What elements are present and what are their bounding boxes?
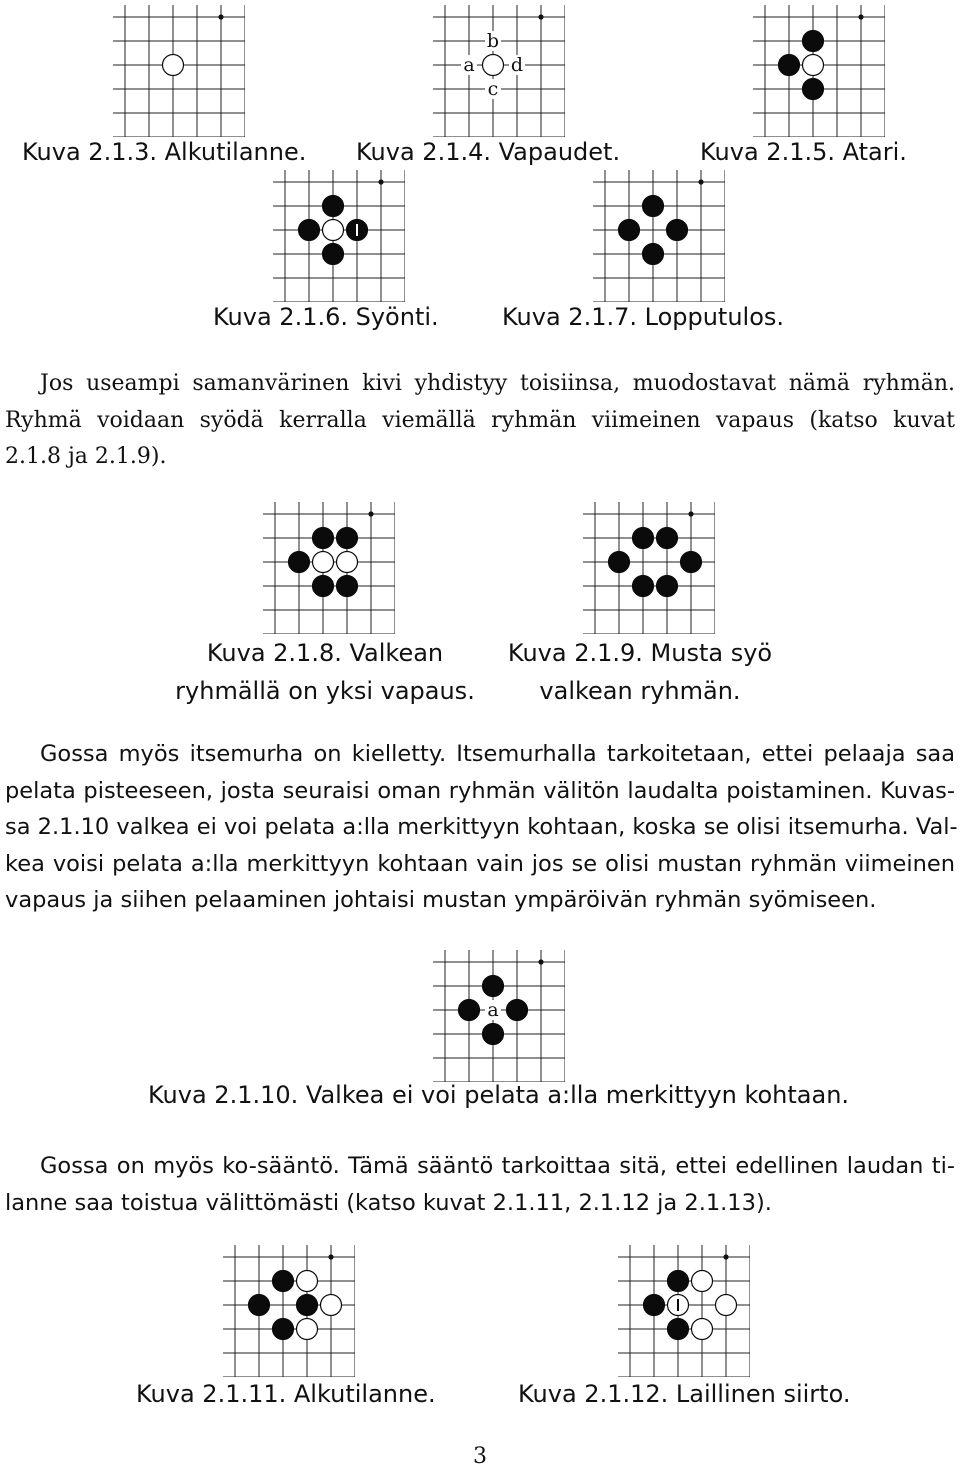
text-line: Gossa myös itsemurha on kielletty. Itsemurhalla tarkoitetaan, ettei pelaaja saa [40,741,955,767]
black-stone [657,528,678,549]
black-stone [273,1271,294,1292]
paragraph-suicide-rule [5,736,958,919]
text-line: pelata pisteeseen, josta seuraisi oman ryhmän välitön laudalta poistaminen. Kuvas- [5,777,955,804]
board-svg [433,5,565,137]
black-stone [337,576,358,597]
go-board-2-1-12 [618,1245,750,1377]
black-stone [643,244,664,265]
black-stone [299,220,320,241]
star-point [368,511,373,516]
black-stone [323,244,344,265]
figure-caption-2-1-7: Kuva 2.1.7. Lopputulos. [502,303,785,331]
black-stone [297,1295,318,1316]
black-stone [657,576,678,597]
black-stone [289,552,310,573]
white-stone [483,55,504,76]
text-line: Jos useampi samanvärinen kivi yhdistyy toisiinsa, muodostavat nämä ryhmän. [40,371,955,396]
text-line: Ryhmä voidaan syödä kerralla viemällä ryhmän viimeinen vapaus (katso kuvat [5,407,955,433]
go-board-2-1-11 [223,1245,355,1377]
black-stone [323,196,344,217]
go-board-2-1-4 [433,5,565,137]
white-stone [321,1295,342,1316]
star-point [858,14,863,19]
text-line: Gossa on myös ko-sääntö. Tämä sääntö tarkoittaa sitä, ettei edellinen laudan ti- [40,1153,955,1179]
white-stone [803,55,824,76]
white-stone [716,1295,737,1316]
board-svg [113,5,245,137]
text-line: 2.1.8 ja 2.1.9). [5,444,167,469]
black-stone [313,576,334,597]
board-svg [593,170,725,302]
star-point [378,179,383,184]
text-line: sa 2.1.10 valkea ei voi pelata a:lla merkittyyn kohtaan, koska se olisi itsemurha. Val- [5,814,958,840]
black-stone [313,528,334,549]
point-label: a [487,999,499,1021]
black-stone [273,1319,294,1340]
text-line: kea voisi pelata a:lla merkittyyn kohtaan vain jos se olisi mustan ryhmän viimeinen [5,850,955,877]
black-stone [644,1295,665,1316]
black-stone [668,1319,689,1340]
go-board-2-1-8 [263,502,395,634]
text-line: lanne saa toistua välittömästi (katso kuvat 2.1.11, 2.1.12 ja 2.1.13). [5,1189,772,1216]
figure-caption-2-1-4: Kuva 2.1.4. Vapaudet. [356,138,621,166]
black-stone [633,528,654,549]
white-stone [297,1271,318,1292]
board-svg [223,1245,355,1377]
figure-caption-2-1-9: Kuva 2.1.9. Musta syö valkean ryhmän. [507,639,773,705]
black-stone [668,1271,689,1292]
board-svg [273,170,405,302]
star-point [698,179,703,184]
black-stone [483,976,504,997]
star-point [218,14,223,19]
white-stone [692,1271,713,1292]
board-svg [433,950,565,1082]
black-stone [337,528,358,549]
black-stone [779,55,800,76]
black-stone [803,79,824,100]
go-board-2-1-9 [583,502,715,634]
black-stone [667,220,688,241]
go-board-2-1-5 [753,5,885,137]
star-point [538,14,543,19]
go-board-2-1-7 [593,170,725,302]
board-svg [263,502,395,634]
black-stone [507,1000,528,1021]
board-svg [618,1245,750,1377]
white-stone [297,1319,318,1340]
white-stone [692,1319,713,1340]
black-stone [803,31,824,52]
figure-caption-2-1-5: Kuva 2.1.5. Atari. [700,138,907,166]
point-label: c [487,78,499,100]
black-stone [609,552,630,573]
text-line: vapaus ja siihen pelaaminen johtaisi mustan ympäröivän ryhmän syömiseen. [5,887,877,913]
white-stone [163,55,184,76]
white-stone [323,220,344,241]
paragraph-groups [5,366,955,476]
star-point [538,959,543,964]
star-point [688,511,693,516]
black-stone [633,576,654,597]
board-svg [753,5,885,137]
black-stone [249,1295,270,1316]
white-stone [337,552,358,573]
black-stone [619,220,640,241]
go-board-2-1-10 [433,950,565,1082]
star-point [723,1254,728,1259]
page-number: 3 [473,1444,487,1469]
go-board-2-1-3 [113,5,245,137]
board-svg [583,502,715,634]
black-stone [483,1024,504,1045]
point-label: a [463,54,475,76]
figure-caption-2-1-10: Kuva 2.1.10. Valkea ei voi pelata a:lla merkittyyn kohtaan. [148,1081,850,1109]
go-board-2-1-6 [273,170,405,302]
paragraph-ko-rule [5,1148,955,1221]
point-label: b [486,30,500,52]
figure-caption-2-1-11: Kuva 2.1.11. Alkutilanne. [136,1380,436,1408]
black-stone [681,552,702,573]
black-stone [459,1000,480,1021]
figure-caption-2-1-12: Kuva 2.1.12. Laillinen siirto. [518,1380,851,1408]
star-point [328,1254,333,1259]
figure-caption-2-1-8: Kuva 2.1.8. Valkean ryhmällä on yksi vapaus. [175,639,475,705]
white-stone [313,552,334,573]
point-label: d [510,54,524,76]
figure-caption-2-1-3: Kuva 2.1.3. Alkutilanne. [22,138,307,166]
figure-caption-2-1-6: Kuva 2.1.6. Syönti. [213,303,439,331]
black-stone [643,196,664,217]
